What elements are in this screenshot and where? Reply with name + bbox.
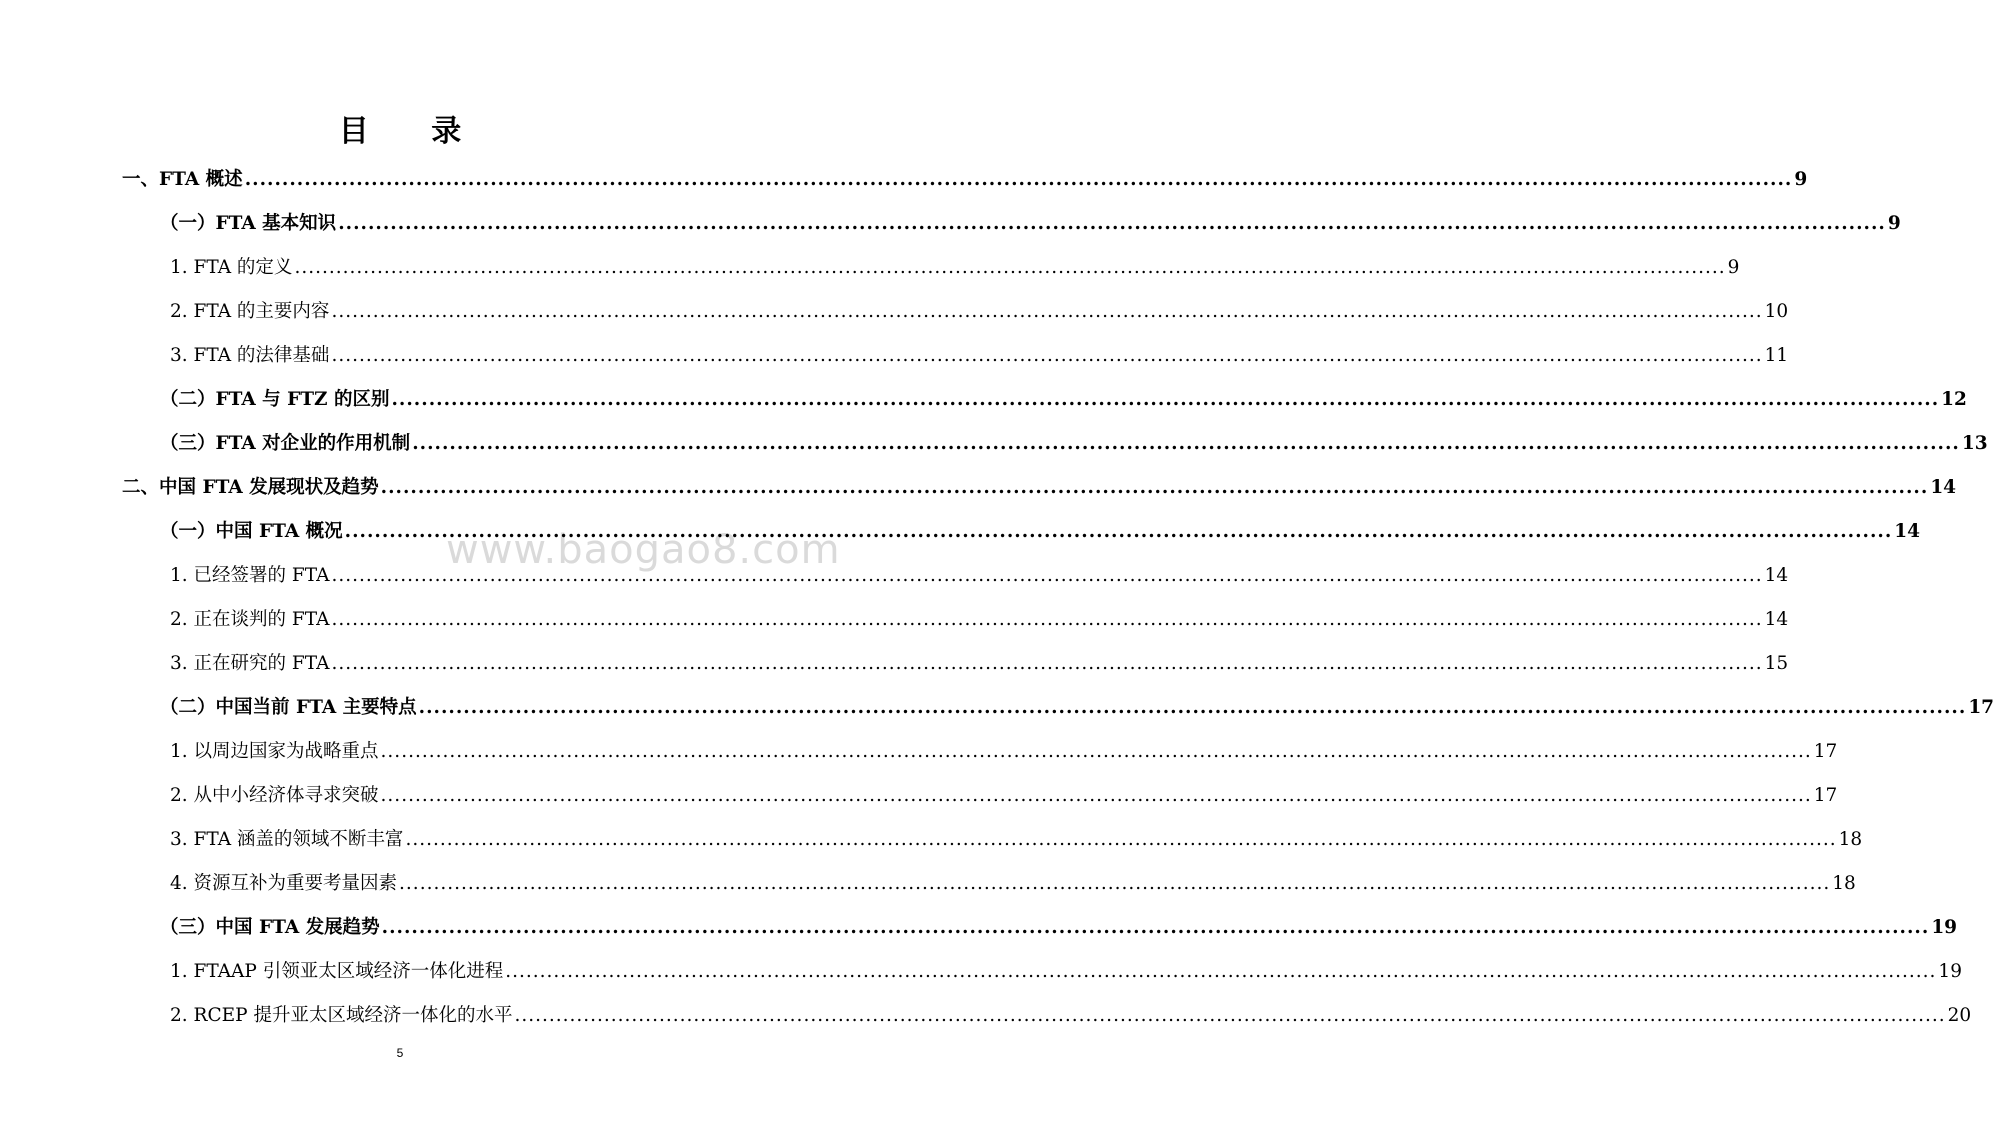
toc-entry-page-number: 9 xyxy=(1727,257,1740,278)
toc-dot-leader xyxy=(331,336,1762,376)
toc-entry[interactable] xyxy=(160,204,1901,244)
toc-dot-leader xyxy=(331,600,1762,640)
toc-entry-label: （二）中国当前 FTA 主要特点 xyxy=(160,697,417,718)
toc-entry[interactable] xyxy=(160,380,1967,420)
toc-entry-page-number: 14 xyxy=(1764,609,1789,630)
toc-dot-leader xyxy=(331,644,1762,684)
toc-entry-page-number: 18 xyxy=(1832,873,1856,894)
toc-entry-page-number: 10 xyxy=(1764,301,1789,322)
toc-dot-leader xyxy=(419,688,1967,728)
toc-dot-leader xyxy=(391,380,1939,420)
toc-entry-label: （一）中国 FTA 概况 xyxy=(160,521,343,542)
toc-entry-page-number: 14 xyxy=(1930,477,1957,498)
toc-dot-leader xyxy=(294,248,1725,288)
toc-entry[interactable] xyxy=(170,776,1838,816)
toc-dot-leader xyxy=(412,424,1960,464)
toc-entry[interactable] xyxy=(170,556,1789,596)
toc-entry-label: 1. FTA 的定义 xyxy=(170,257,293,278)
toc-entry[interactable] xyxy=(170,600,1789,640)
toc-entry[interactable] xyxy=(170,292,1789,332)
toc-entry-label: （三）中国 FTA 发展趋势 xyxy=(160,917,380,938)
toc-entry-page-number: 15 xyxy=(1764,653,1789,674)
toc-entry-page-number: 19 xyxy=(1931,917,1958,938)
toc-entry-label: 一、FTA 概述 xyxy=(122,169,243,190)
page-number: 5 xyxy=(396,1046,404,1060)
toc-dot-leader xyxy=(399,864,1830,904)
toc-entry-label: 2. FTA 的主要内容 xyxy=(170,301,330,322)
toc-entry-page-number: 17 xyxy=(1813,741,1838,762)
toc-entry-label: 4. 资源互补为重要考量因素 xyxy=(170,873,398,894)
toc-entry-label: 二、中国 FTA 发展现状及趋势 xyxy=(122,477,379,498)
toc-entry-label: 3. FTA 涵盖的领域不断丰富 xyxy=(170,829,404,850)
toc-entry[interactable] xyxy=(170,644,1789,684)
toc-entry-page-number: 12 xyxy=(1941,389,1967,410)
toc-entry[interactable] xyxy=(170,952,1962,992)
page-title: 目 录 xyxy=(338,114,488,149)
toc-dot-leader xyxy=(381,732,1812,772)
toc-dot-leader xyxy=(331,292,1762,332)
toc-entry-page-number: 11 xyxy=(1764,345,1789,366)
toc-entry-page-number: 17 xyxy=(1813,785,1838,806)
toc-entry-label: （三）FTA 对企业的作用机制 xyxy=(160,433,411,454)
toc-entry-page-number: 17 xyxy=(1968,697,1994,718)
toc-dot-leader xyxy=(338,204,1886,244)
toc-entry-label: （二）FTA 与 FTZ 的区别 xyxy=(160,389,390,410)
toc-entry-label: 1. 已经签署的 FTA xyxy=(170,565,330,586)
toc-entry-label: 3. FTA 的法律基础 xyxy=(170,345,330,366)
toc-dot-leader xyxy=(381,776,1812,816)
toc-entry[interactable] xyxy=(170,820,1863,860)
toc-entry-label: 2. 从中小经济体寻求突破 xyxy=(170,785,379,806)
toc-entry-page-number: 9 xyxy=(1794,169,1808,190)
toc-entry-page-number: 14 xyxy=(1894,521,1921,542)
toc-entry-label: （一）FTA 基本知识 xyxy=(160,213,337,234)
toc-entry-page-number: 13 xyxy=(1961,433,1988,454)
toc-entry[interactable] xyxy=(170,996,1972,1036)
toc-entry[interactable] xyxy=(170,248,1740,288)
toc-entry[interactable] xyxy=(170,864,1856,904)
toc-entry[interactable] xyxy=(170,336,1789,376)
toc-dot-leader xyxy=(382,908,1930,948)
toc-entry-label: 2. RCEP 提升亚太区域经济一体化的水平 xyxy=(170,1005,513,1026)
toc-entry[interactable] xyxy=(122,160,1808,200)
toc-entry-page-number: 18 xyxy=(1838,829,1863,850)
toc-entry-page-number: 14 xyxy=(1764,565,1789,586)
toc-dot-leader xyxy=(381,468,1929,508)
toc-entry[interactable] xyxy=(160,424,1988,464)
toc-entry-page-number: 19 xyxy=(1938,961,1962,982)
toc-dot-leader xyxy=(405,820,1836,860)
toc-entry-label: 3. 正在研究的 FTA xyxy=(170,653,330,674)
toc-dot-leader xyxy=(245,160,1793,200)
toc-entry-label: 1. 以周边国家为战略重点 xyxy=(170,741,379,762)
watermark-text: www.baogao8.com xyxy=(446,527,841,573)
toc-entry-label: 2. 正在谈判的 FTA xyxy=(170,609,330,630)
toc-dot-leader xyxy=(345,512,1893,552)
toc-dot-leader xyxy=(331,556,1762,596)
toc-entry[interactable] xyxy=(122,468,1957,508)
toc-entry-page-number: 20 xyxy=(1947,1005,1972,1026)
toc-entry[interactable] xyxy=(160,908,1958,948)
toc-entry-label: 1. FTAAP 引领亚太区域经济一体化进程 xyxy=(170,961,504,982)
toc-entry-page-number: 9 xyxy=(1887,213,1901,234)
toc-entry[interactable] xyxy=(160,688,1994,728)
toc-entry[interactable] xyxy=(170,732,1838,772)
toc-dot-leader xyxy=(505,952,1936,992)
toc-dot-leader xyxy=(514,996,1945,1036)
